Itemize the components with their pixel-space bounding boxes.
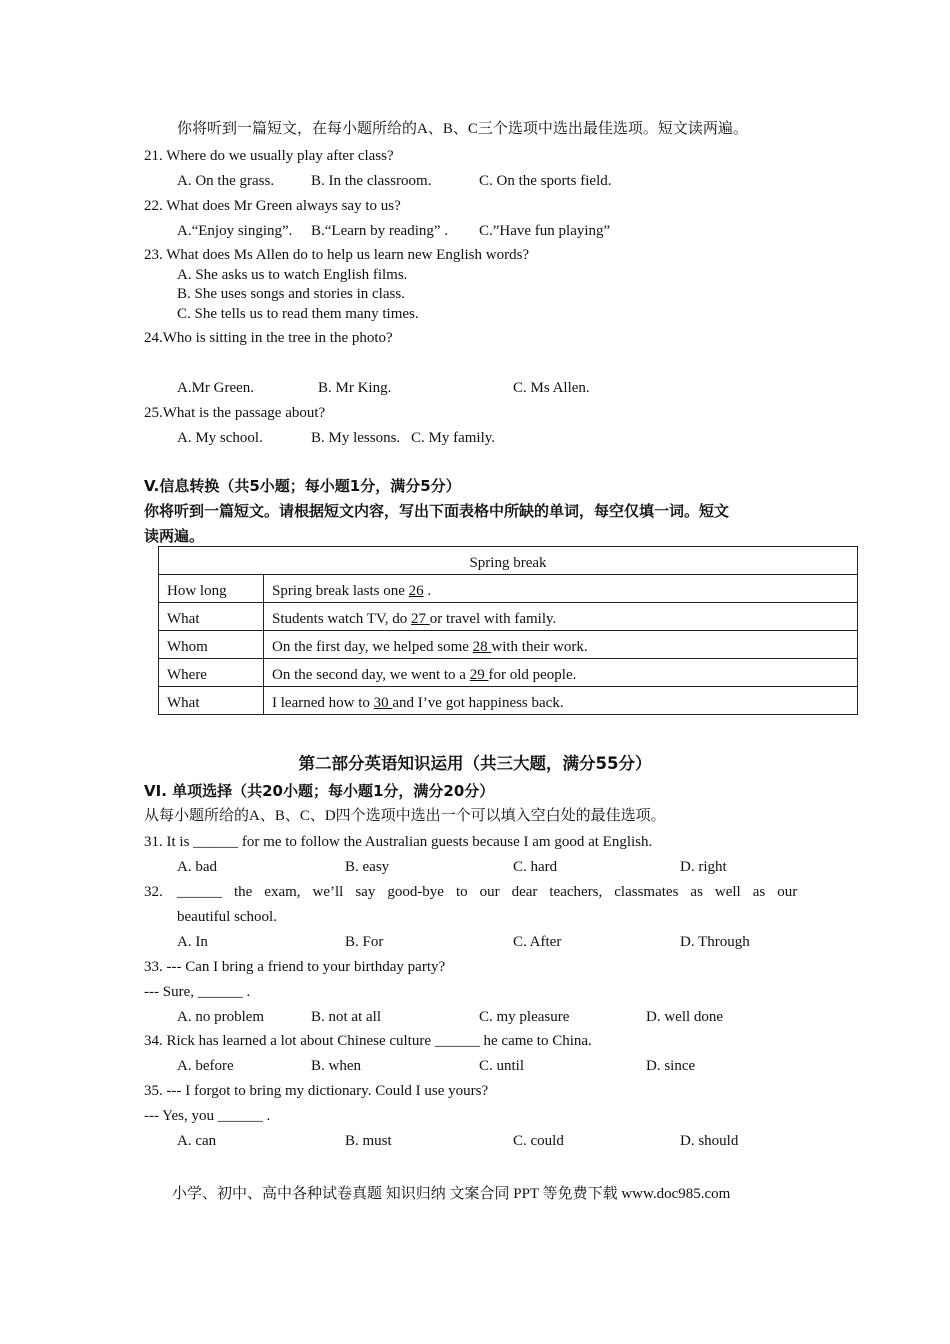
question-25-option-c: C. My family.: [411, 430, 496, 446]
row-label: What: [159, 603, 264, 631]
question-24-stem: 24.Who is sitting in the tree in the photo?: [144, 330, 393, 346]
listening-instruction: 你将听到一篇短文，在每小题所给的A、B、C三个选项中选出最佳选项。短文读两遍。: [177, 121, 748, 137]
row-content: I learned how to 30 and I’ve got happiness back.: [264, 687, 858, 715]
question-23-option-a: A. She asks us to watch English films.: [177, 267, 408, 283]
question-34-option-c: C. until: [479, 1058, 525, 1074]
question-21-stem: 21. Where do we usually play after class?: [144, 148, 394, 164]
question-25-stem: 25.What is the passage about?: [144, 405, 326, 421]
row-content: On the first day, we helped some 28 with their work.: [264, 631, 858, 659]
question-33-reply: --- Sure, ______ .: [144, 984, 251, 1000]
question-33-option-b: B. not at all: [311, 1009, 381, 1025]
row-content: On the second day, we went to a 29 for old people.: [264, 659, 858, 687]
section-6-title: VI. 单项选择（共20小题；每小题1分，满分20分）: [144, 782, 495, 800]
section-5-title: V.信息转换（共5小题；每小题1分，满分5分）: [144, 477, 461, 495]
table-row: [159, 659, 858, 687]
question-35-option-d: D. should: [680, 1133, 739, 1149]
blank-28: 28: [472, 639, 492, 655]
question-34-option-b: B. when: [311, 1058, 361, 1074]
question-35-option-a: A. can: [177, 1133, 217, 1149]
table-row: [159, 631, 858, 659]
section-5-instruction-line-2: 读两遍。: [144, 527, 205, 545]
spring-break-table: [158, 546, 858, 715]
table-row: [159, 687, 858, 715]
question-31-option-b: B. easy: [345, 859, 390, 875]
blank-26: 26: [408, 583, 424, 599]
question-21-option-b: B. In the classroom.: [311, 173, 432, 189]
question-21-option-c: C. On the sports field.: [479, 173, 612, 189]
question-32-stem-continued: beautiful school.: [177, 909, 277, 925]
blank-30: 30: [373, 695, 393, 711]
section-5-instruction-line-1: 你将听到一篇短文。请根据短文内容，写出下面表格中所缺的单词，每空仅填一词。短文: [144, 502, 730, 520]
question-25-option-b: B. My lessons.: [311, 430, 401, 446]
question-25-option-a: A. My school.: [177, 430, 263, 446]
question-24-option-c: C. Ms Allen.: [513, 380, 590, 396]
question-33-option-a: A. no problem: [177, 1009, 265, 1025]
question-32-number: 32.: [144, 884, 163, 900]
question-35-reply: --- Yes, you ______ .: [144, 1108, 271, 1124]
row-label: How long: [159, 575, 264, 603]
row-content: Students watch TV, do 27 or travel with family.: [264, 603, 858, 631]
row-label: Where: [159, 659, 264, 687]
question-23-stem: 23. What does Ms Allen do to help us learn new English words?: [144, 247, 530, 263]
question-35-option-c: C. could: [513, 1133, 564, 1149]
question-33-option-c: C. my pleasure: [479, 1009, 570, 1025]
question-24-option-b: B. Mr King.: [318, 380, 392, 396]
blank-27: 27: [411, 611, 430, 627]
question-32-option-a: A. In: [177, 934, 208, 950]
question-22-option-b: B.“Learn by reading” .: [311, 223, 449, 239]
row-label: What: [159, 687, 264, 715]
question-31-stem: 31. It is ______ for me to follow the Australian guests because I am good at English.: [144, 834, 653, 850]
blank-29: 29: [469, 667, 489, 683]
question-34-stem: 34. Rick has learned a lot about Chinese culture ______ he came to China.: [144, 1033, 592, 1049]
table-header: Spring break: [159, 547, 858, 575]
section-6-instruction: 从每小题所给的A、B、C、D四个选项中选出一个可以填入空白处的最佳选项。: [144, 808, 666, 824]
page-footer: 小学、初中、高中各种试卷真题 知识归纳 文案合同 PPT 等免费下载 www.doc985.com: [172, 1186, 731, 1202]
question-33-option-d: D. well done: [646, 1009, 724, 1025]
question-34-option-a: A. before: [177, 1058, 234, 1074]
question-22-option-c: C.”Have fun playing”: [479, 223, 611, 239]
table-row: [159, 575, 858, 603]
question-21-option-a: A. On the grass.: [177, 173, 275, 189]
question-34-option-d: D. since: [646, 1058, 696, 1074]
question-23-option-c: C. She tells us to read them many times.: [177, 306, 419, 322]
question-35-stem: 35. --- I forgot to bring my dictionary. Could I use yours?: [144, 1083, 489, 1099]
question-31-option-d: D. right: [680, 859, 727, 875]
question-24-option-a: A.Mr Green.: [177, 380, 255, 396]
table-header-row: [159, 547, 858, 575]
question-32-stem: ______ the exam, we’ll say good-bye to our dear teachers, classmates as well as our: [177, 884, 798, 900]
question-22-option-a: A.“Enjoy singing”.: [177, 223, 293, 239]
question-32-option-b: B. For: [345, 934, 384, 950]
question-35-option-b: B. must: [345, 1133, 392, 1149]
question-31-option-c: C. hard: [513, 859, 558, 875]
question-32-option-d: D. Through: [680, 934, 750, 950]
question-33-stem: 33. --- Can I bring a friend to your birthday party?: [144, 959, 446, 975]
question-23-option-b: B. She uses songs and stories in class.: [177, 286, 405, 302]
question-31-option-a: A. bad: [177, 859, 217, 875]
row-label: Whom: [159, 631, 264, 659]
table-row: [159, 603, 858, 631]
question-22-stem: 22. What does Mr Green always say to us?: [144, 198, 401, 214]
question-32-option-c: C. After: [513, 934, 562, 950]
row-content: Spring break lasts one 26 .: [264, 575, 858, 603]
part-2-title: 第二部分英语知识运用（共三大题，满分55分）: [298, 754, 652, 773]
